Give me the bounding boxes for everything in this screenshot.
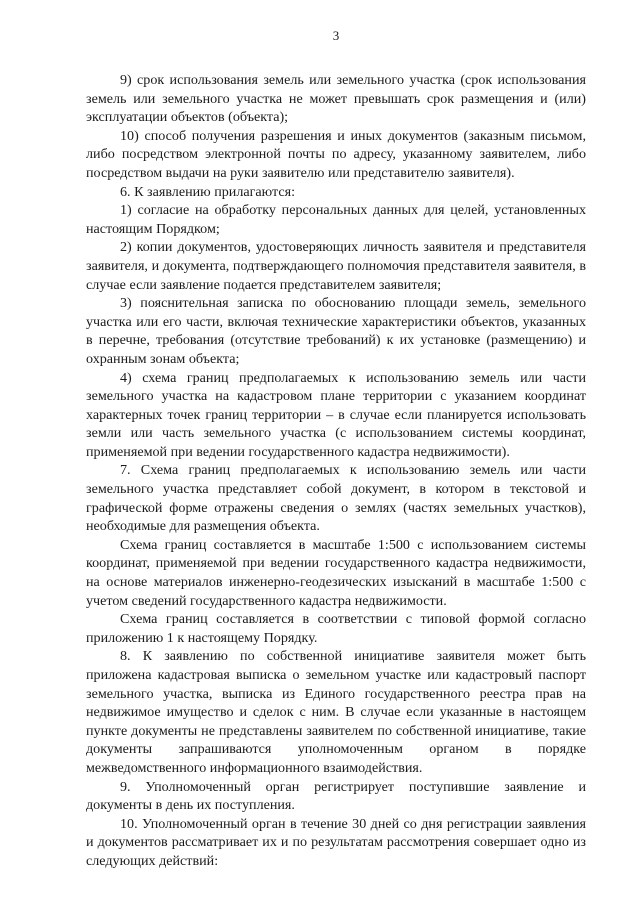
paragraph-attachment-1: 1) согласие на обработку персональных данных для целей, установленных настоящим Порядком; (86, 202, 586, 237)
page-number: 3 (332, 28, 340, 43)
paragraph-section-9: 9. Уполномоченный орган регистрирует поступившие заявление и документы в день их поступления. (86, 778, 586, 814)
paragraph-attachment-2: 2) копии документов, удостоверяющих личность заявителя и представителя заявителя, и документа, подтверждающего полномочия представителя заявителя, в случае если заявление подается представителем заявителя; (86, 239, 586, 293)
document-body (86, 71, 586, 871)
paragraph-item-10: 10) способ получения разрешения и иных документов (заказным письмом, либо посредством электронной почты по адресу, указанному заявителем, либо посредством выдачи на руки заявителю или представителю заявителя). (86, 127, 586, 181)
paragraph-item-9: 9) срок использования земель или земельного участка (срок использования земель или земельного участка не может превышать срок размещения и (или) эксплуатации объектов (объекта); (86, 72, 586, 126)
paragraph-section-6: 6. К заявлению прилагаются: (120, 183, 296, 200)
paragraph-section-7: 7. Схема границ предполагаемых к использованию земель или части земельного участка представляет собой документ, в котором в текстовой и графической форме отражены сведения о землях (частях земельных участков), необходимые для размещения объекта. (86, 462, 586, 535)
paragraph-section-8: 8. К заявлению по собственной инициативе заявителя может быть приложена кадастровая выписка о земельном участке или кадастровый паспорт земельного участка, выписка из Единого государственного реестра прав на недвижимое имущество и сделок с ним. В случае если указанные в настоящем пункте документы не представлены заявителем по собственной инициативе, такие документы запрашиваются уполномоченным органом в порядке межведомственного информационного взаимодействия. (86, 648, 586, 776)
paragraph-section-10: 10. Уполномоченный орган в течение 30 дней со дня регистрации заявления и документов рассматривает их и по результатам рассмотрения совершает одно из следующих действий: (86, 815, 586, 869)
paragraph-scheme-scale: Схема границ составляется в масштабе 1:500 с использованием системы координат, применяемой при ведении государственного кадастра недвижимости, на основе материалов инженерно-геодезических изысканий в масштабе 1:500 с учетом сведений государственного кадастра недвижимости. (86, 536, 586, 609)
document-page (86, 28, 586, 871)
paragraph-attachment-4: 4) схема границ предполагаемых к использованию земель или части земельного участка на кадастровом плане территории с указанием координат характерных точек границ территории – в случае если планируется использовать земли или часть земельного участка (с использованием системы координат, применяемой при ведении государственного кадастра недвижимости). (86, 369, 586, 460)
paragraph-attachment-3: 3) пояснительная записка по обоснованию площади земель, земельного участка или его части, включая технические характеристики объектов, указанных в перечне, требования (отсутствие требований) к их установке (размещению) и охранным зонам объекта; (86, 295, 586, 367)
paragraph-scheme-form: Схема границ составляется в соответствии с типовой формой согласно приложению 1 к настоящему Порядку. (86, 611, 586, 646)
